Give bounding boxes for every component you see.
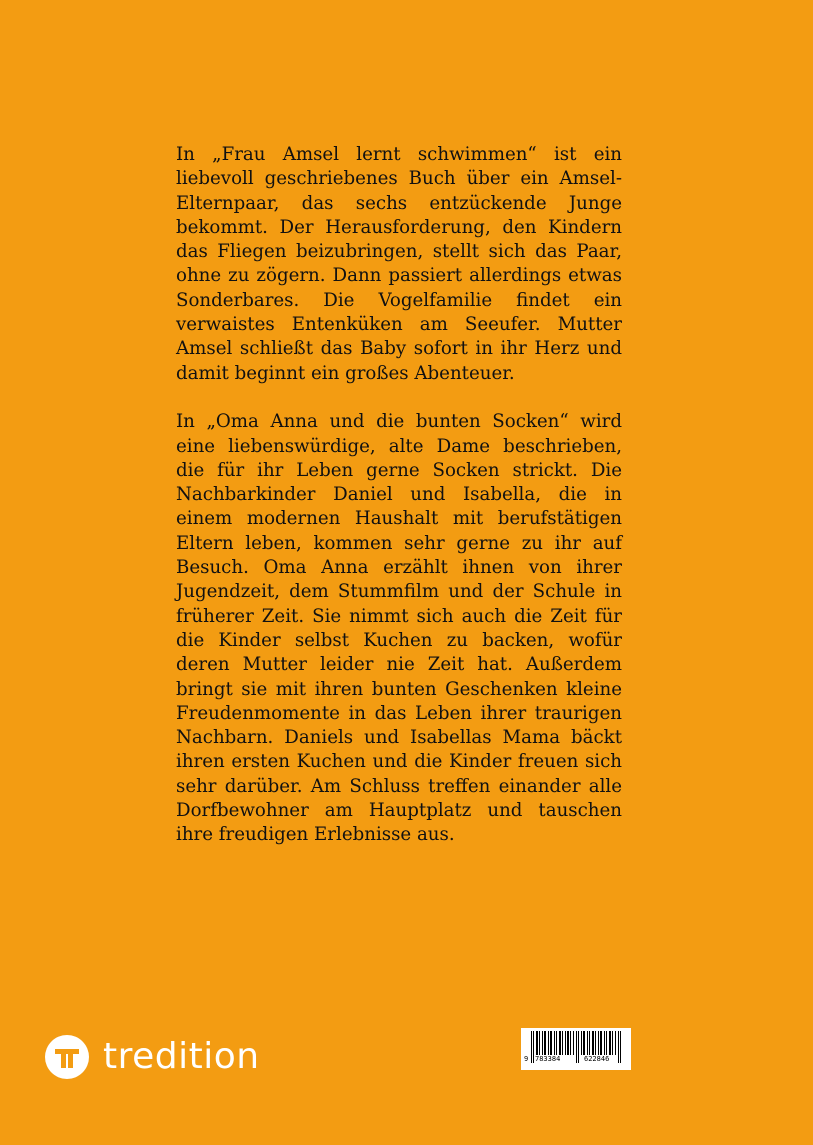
publisher-logo bbox=[45, 1035, 260, 1079]
isbn-barcode bbox=[521, 1028, 631, 1070]
blurb-paragraph-2: In „Oma Anna und die bunten Socken“ wird eine liebenswürdige, alte Dame beschrieben, die für ihr Leben gerne Socken strickt. Die Nachbarkinder Daniel und Isabella, die in einem modernen Haushalt mit berufstätigen Eltern leben, kommen sehr gerne zu ihr auf Besuch. Oma Anna erzählt ihnen von ihrer Jugendzeit, dem Stummfilm und der Schule in früherer Zeit. Sie nimmt sich auch die Zeit für die Kinder selbst Kuchen zu backen, wofür deren Mutter leider nie Zeit hat. Außerdem bringt sie mit ihren bunten Geschenken kleine Freudenmomente in das Leben ihrer traurigen Nachbarn. Daniels und Isabellas Mama bäckt ihren ersten Kuchen und die Kinder freuen sich sehr darüber. Am Schluss treffen einander alle Dorfbewohner am Hauptplatz und tauschen ihre freudigen Erlebnisse aus. bbox=[176, 411, 622, 846]
barcode-left-digits: 783384 bbox=[535, 1055, 561, 1063]
blurb-paragraph-1: In „Frau Amsel lernt schwimmen“ ist ein liebevoll geschriebenes Buch über ein Amsel-Elternpaar, das sechs entzückende Junge bekommt. Der Herausforderung, den Kindern das Fliegen beizubringen, stellt sich das Paar, ohne zu zögern. Dann passiert allerdings etwas Sonderbares. Die Vogelfamilie findet ein verwaistes Entenküken am Seeufer. Mutter Amsel schließt das Baby sofort in ihr Herz und damit beginnt ein großes Abenteuer. bbox=[176, 144, 622, 384]
barcode-bars bbox=[521, 1028, 631, 1070]
barcode-lead-digit: 9 bbox=[524, 1055, 529, 1063]
barcode-right-digits: 622846 bbox=[584, 1055, 610, 1063]
tredition-logo-icon bbox=[45, 1035, 89, 1079]
publisher-name: tredition bbox=[103, 1036, 260, 1077]
blurb-text bbox=[176, 143, 622, 848]
